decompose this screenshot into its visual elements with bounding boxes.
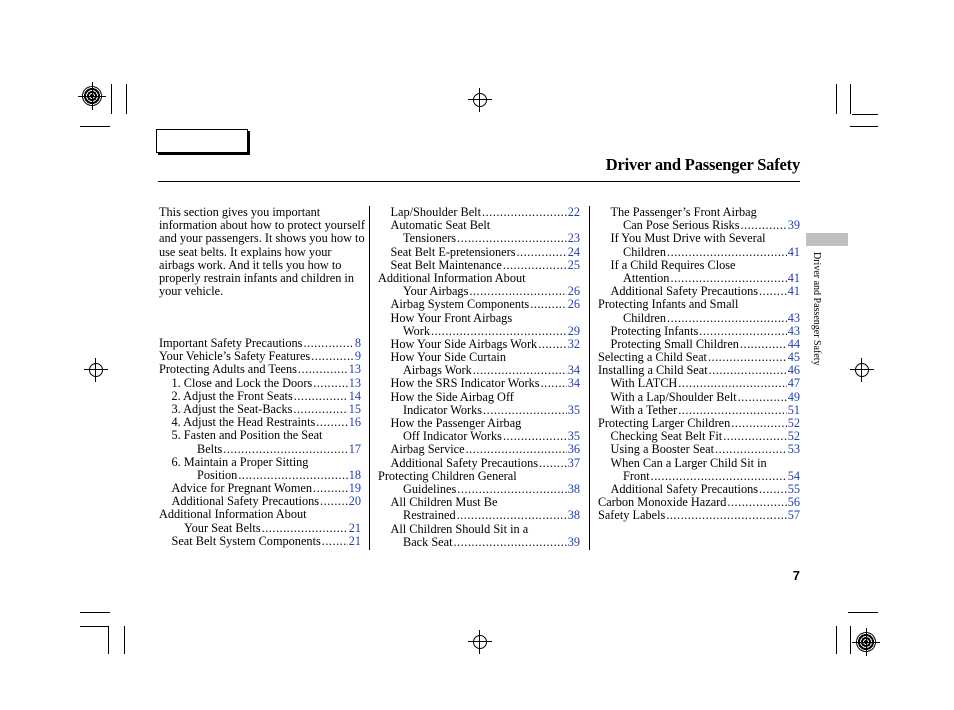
toc-entry-title: Checking Seat Belt Fit xyxy=(610,429,723,444)
toc-entry-title: Additional Information About xyxy=(378,270,526,285)
toc-column-3 xyxy=(598,206,800,523)
toc-entry-title: Protecting Larger Children xyxy=(598,416,731,430)
toc-entry-title: Airbag System Components xyxy=(390,297,530,312)
toc-entry[interactable] xyxy=(378,536,580,549)
toc-dot-leader xyxy=(262,522,348,535)
toc-entry[interactable] xyxy=(159,522,361,535)
toc-page-link[interactable]: 51 xyxy=(787,402,800,417)
toc-entry-title: Using a Booster Seat xyxy=(610,442,714,457)
toc-page-link[interactable]: 34 xyxy=(567,376,580,391)
toc-dot-leader xyxy=(298,363,348,376)
toc-page-link[interactable]: 8 xyxy=(354,336,361,350)
toc-entry-title: Additional Safety Precautions xyxy=(610,284,759,299)
toc-dot-leader xyxy=(708,351,787,364)
toc-page-link[interactable]: 53 xyxy=(787,442,800,457)
toc-entry-title: Airbag Service xyxy=(390,442,465,457)
toc-entry-title: If a Child Requires Close xyxy=(610,257,736,272)
toc-page-link[interactable]: 45 xyxy=(787,350,800,365)
toc-dot-leader xyxy=(740,338,787,351)
toc-entry[interactable] xyxy=(598,443,800,456)
toc-entry-title: How the SRS Indicator Works xyxy=(390,376,540,391)
toc-page-link[interactable]: 39 xyxy=(787,218,800,233)
toc-dot-leader xyxy=(738,391,787,404)
toc-entry-title: 3. Adjust the Seat-Backs xyxy=(171,401,293,416)
toc-entry-title: 6. Maintain a Proper Sitting xyxy=(171,454,309,469)
toc-page-link[interactable]: 38 xyxy=(567,481,580,496)
toc-entry[interactable] xyxy=(159,390,361,403)
toc-page-link[interactable]: 23 xyxy=(567,231,580,246)
toc-entry-title: Front xyxy=(623,468,650,483)
toc-dot-leader xyxy=(323,429,361,442)
toc-page-link[interactable]: 43 xyxy=(787,323,800,338)
toc-dot-leader xyxy=(715,443,787,456)
toc-page-link[interactable]: 52 xyxy=(787,429,800,444)
toc-page-link[interactable]: 34 xyxy=(567,363,580,378)
toc-dot-leader xyxy=(303,337,353,350)
toc-page-link[interactable]: 26 xyxy=(567,284,580,299)
toc-entry-title: Protecting Adults and Teens xyxy=(159,362,297,377)
toc-dot-leader xyxy=(320,495,348,508)
toc-entry-title: Guidelines xyxy=(403,481,457,496)
toc-page-link[interactable]: 44 xyxy=(787,336,800,351)
toc-dot-leader xyxy=(737,259,801,272)
toc-column-1 xyxy=(159,337,361,548)
toc-page-link[interactable]: 41 xyxy=(787,284,800,299)
chapter-side-label: Driver and Passenger Safety xyxy=(811,252,822,366)
registration-crosshair-icon xyxy=(84,358,108,382)
toc-page-link[interactable]: 18 xyxy=(348,467,361,482)
toc-dot-leader xyxy=(759,285,787,298)
toc-dot-leader xyxy=(513,312,580,325)
toc-page-link[interactable]: 15 xyxy=(348,401,361,416)
toc-dot-leader xyxy=(731,417,786,430)
toc-page-link[interactable]: 13 xyxy=(348,362,361,377)
toc-entry-title: Additional Information About xyxy=(159,507,307,522)
toc-column-2 xyxy=(378,206,580,549)
intro-paragraph: This section gives you important information about how to protect yourself and your passengers. It shows you how to use seat belts. It explains how your airbags work. And it tells you how to properly restrain infants and children in your vehicle. xyxy=(159,205,365,299)
toc-entry[interactable] xyxy=(159,363,361,376)
toc-entry xyxy=(598,259,800,272)
toc-dot-leader xyxy=(709,364,787,377)
toc-page-link[interactable]: 37 xyxy=(567,455,580,470)
toc-page-link[interactable]: 19 xyxy=(348,481,361,496)
toc-page-link[interactable]: 54 xyxy=(787,468,800,483)
toc-entry xyxy=(378,312,580,325)
toc-entry-title: Children xyxy=(623,244,667,259)
toc-entry-title: How Your Side Airbags Work xyxy=(390,336,538,351)
toc-entry xyxy=(598,232,800,245)
toc-page-link[interactable]: 47 xyxy=(787,376,800,391)
toc-entry-title: Seat Belt E-pretensioners xyxy=(390,244,516,259)
toc-dot-leader xyxy=(723,430,787,443)
toc-dot-leader xyxy=(539,457,567,470)
toc-page-link[interactable]: 22 xyxy=(567,205,580,219)
toc-dot-leader xyxy=(466,443,567,456)
toc-entry-title: 4. Adjust the Head Restraints xyxy=(171,415,316,430)
toc-entry-title: Protecting Children General xyxy=(378,468,517,483)
toc-page-link[interactable]: 9 xyxy=(354,349,361,364)
toc-dot-leader xyxy=(516,246,566,259)
toc-entry[interactable] xyxy=(378,377,580,390)
toc-entry[interactable] xyxy=(159,443,361,456)
toc-entry-title: Work xyxy=(403,323,431,338)
toc-dot-leader xyxy=(767,232,800,245)
title-rule xyxy=(158,181,800,182)
toc-entry-title: Belts xyxy=(197,441,223,456)
toc-entry-title: Lap/Shoulder Belt xyxy=(390,205,482,219)
toc-page-link[interactable]: 20 xyxy=(348,494,361,509)
toc-entry-title: Position xyxy=(197,467,238,482)
toc-page-link[interactable]: 32 xyxy=(567,336,580,351)
toc-entry-title: With a Lap/Shoulder Belt xyxy=(610,389,737,404)
toc-entry-title: 1. Close and Lock the Doors xyxy=(171,375,313,390)
toc-entry[interactable] xyxy=(598,246,800,259)
toc-entry-title: Additional Safety Precautions xyxy=(610,481,759,496)
toc-entry-title: Safety Labels xyxy=(598,508,666,523)
toc-entry[interactable] xyxy=(598,391,800,404)
toc-page-link[interactable]: 56 xyxy=(787,495,800,510)
toc-page-link[interactable]: 41 xyxy=(787,244,800,259)
toc-entry-title: How Your Front Airbags xyxy=(390,310,513,325)
toc-entry-title: Protecting Small Children xyxy=(610,336,739,351)
toc-entry[interactable] xyxy=(378,246,580,259)
toc-entry-title: With LATCH xyxy=(610,376,678,391)
toc-entry[interactable] xyxy=(598,509,800,522)
toc-dot-leader xyxy=(431,325,567,338)
toc-entry-title: Seat Belt System Components xyxy=(171,533,321,548)
column-divider xyxy=(369,206,370,550)
toc-entry-title: When Can a Larger Child Sit in xyxy=(610,455,767,470)
toc-entry-title: 2. Adjust the Front Seats xyxy=(171,388,293,403)
toc-entry-title: Selecting a Child Seat xyxy=(598,350,707,365)
toc-entry-title: Restrained xyxy=(403,508,456,523)
toc-page-link[interactable]: 21 xyxy=(348,533,361,548)
toc-entry-title: Protecting Infants and Small xyxy=(598,297,739,312)
toc-entry-title: Tensioners xyxy=(403,231,457,246)
registration-crosshair-icon xyxy=(468,630,492,654)
toc-page-link[interactable]: 17 xyxy=(348,441,361,456)
toc-entry-title: 5. Fasten and Position the Seat xyxy=(171,428,323,443)
toc-entry-title: The Passenger’s Front Airbag xyxy=(610,205,757,219)
toc-dot-leader xyxy=(223,443,347,456)
toc-entry-title: Additional Safety Precautions xyxy=(390,455,539,470)
toc-dot-leader xyxy=(457,232,567,245)
toc-entry-title: Carbon Monoxide Hazard xyxy=(598,495,727,510)
toc-page-link[interactable]: 16 xyxy=(348,415,361,430)
registration-target-icon xyxy=(856,632,876,652)
toc-page-link[interactable]: 21 xyxy=(348,520,361,535)
toc-entry-title: Advice for Pregnant Women xyxy=(171,481,313,496)
column-divider xyxy=(589,206,590,550)
page-number: 7 xyxy=(792,568,800,583)
toc-entry-title: Indicator Works xyxy=(403,402,483,417)
toc-entry-title: If You Must Drive with Several xyxy=(610,231,766,246)
toc-dot-leader xyxy=(667,246,787,259)
toc-entry xyxy=(378,470,580,483)
toc-dot-leader xyxy=(457,509,567,522)
toc-dot-leader xyxy=(678,377,786,390)
toc-page-link[interactable]: 46 xyxy=(787,363,800,378)
toc-page-link[interactable]: 57 xyxy=(787,508,800,523)
toc-page-link[interactable]: 39 xyxy=(567,534,580,549)
toc-page-link[interactable]: 43 xyxy=(787,310,800,325)
toc-entry xyxy=(159,508,361,521)
toc-entry xyxy=(159,456,361,469)
registration-crosshair-icon xyxy=(850,358,874,382)
toc-entry[interactable] xyxy=(598,325,800,338)
toc-entry[interactable] xyxy=(378,509,580,522)
chapter-side-tab xyxy=(806,233,848,246)
toc-entry[interactable] xyxy=(378,457,580,470)
toc-dot-leader xyxy=(538,338,567,351)
toc-entry-title: How the Side Airbag Off xyxy=(390,389,514,404)
toc-page-link[interactable]: 52 xyxy=(787,416,800,430)
toc-entry[interactable] xyxy=(378,443,580,456)
toc-entry-title: Your Seat Belts xyxy=(184,520,261,535)
registration-target-icon xyxy=(82,86,102,106)
toc-entry[interactable] xyxy=(378,325,580,338)
toc-entry-title: How the Passenger Airbag xyxy=(390,416,522,430)
toc-page-link[interactable]: 35 xyxy=(567,429,580,444)
toc-entry-title: Protecting Infants xyxy=(610,323,699,338)
toc-page-link[interactable]: 24 xyxy=(567,244,580,259)
toc-dot-leader xyxy=(311,350,354,363)
toc-dot-leader xyxy=(530,298,567,311)
toc-entry[interactable] xyxy=(159,377,361,390)
toc-dot-leader xyxy=(529,523,580,536)
toc-page-link[interactable]: 55 xyxy=(787,481,800,496)
toc-entry[interactable] xyxy=(159,535,361,548)
toc-dot-leader xyxy=(541,377,567,390)
toc-page-link[interactable]: 14 xyxy=(348,388,361,403)
toc-page-link[interactable]: 13 xyxy=(348,375,361,390)
toc-dot-leader xyxy=(294,390,348,403)
toc-entry[interactable] xyxy=(378,298,580,311)
toc-dot-leader xyxy=(518,470,580,483)
toc-page-link[interactable]: 36 xyxy=(567,442,580,457)
toc-dot-leader xyxy=(503,430,567,443)
toc-dot-leader xyxy=(482,206,567,219)
toc-dot-leader xyxy=(313,377,347,390)
toc-entry-title: Your Airbags xyxy=(403,284,469,299)
toc-dot-leader xyxy=(309,456,361,469)
toc-dot-leader xyxy=(322,535,348,548)
toc-entry-title: All Children Must Be xyxy=(390,495,498,510)
toc-entry xyxy=(378,391,580,404)
toc-page-link[interactable]: 41 xyxy=(787,270,800,285)
toc-dot-leader xyxy=(308,508,361,521)
toc-entry-title: Important Safety Precautions xyxy=(159,336,303,350)
toc-entry-title: Off Indicator Works xyxy=(403,429,502,444)
toc-dot-leader xyxy=(515,391,580,404)
toc-dot-leader xyxy=(727,496,786,509)
toc-dot-leader xyxy=(759,483,787,496)
toc-entry[interactable] xyxy=(378,259,580,272)
toc-entry-title: Back Seat xyxy=(403,534,453,549)
toc-entry-title: Children xyxy=(623,310,667,325)
toc-entry-title: Installing a Child Seat xyxy=(598,363,708,378)
toc-entry[interactable] xyxy=(378,232,580,245)
toc-dot-leader xyxy=(699,325,786,338)
toc-entry xyxy=(159,429,361,442)
toc-page-link[interactable]: 35 xyxy=(567,402,580,417)
toc-dot-leader xyxy=(666,509,786,522)
toc-dot-leader xyxy=(454,536,567,549)
toc-entry-title: With a Tether xyxy=(610,402,678,417)
page-title: Driver and Passenger Safety xyxy=(605,155,800,174)
toc-dot-leader xyxy=(651,470,787,483)
toc-entry[interactable] xyxy=(598,377,800,390)
toc-entry xyxy=(598,298,800,311)
toc-entry[interactable] xyxy=(598,470,800,483)
toc-page-link[interactable]: 49 xyxy=(787,389,800,404)
toc-page-link[interactable]: 38 xyxy=(567,508,580,523)
toc-entry[interactable] xyxy=(598,312,800,325)
toc-dot-leader xyxy=(739,298,800,311)
toc-entry-title: Seat Belt Maintenance xyxy=(390,257,502,272)
toc-page-link[interactable]: 29 xyxy=(567,323,580,338)
toc-dot-leader xyxy=(768,457,800,470)
toc-entry-title: Your Vehicle’s Safety Features xyxy=(159,349,311,364)
toc-entry xyxy=(598,457,800,470)
toc-entry-title: Automatic Seat Belt xyxy=(390,218,491,233)
toc-dot-leader xyxy=(491,219,580,232)
toc-dot-leader xyxy=(667,312,787,325)
toc-entry-title: All Children Should Sit in a xyxy=(390,521,529,536)
toc-entry-title: Additional Safety Precautions xyxy=(171,494,320,509)
toc-page-link[interactable]: 26 xyxy=(567,297,580,312)
toc-dot-leader xyxy=(503,259,567,272)
registration-crosshair-icon xyxy=(468,88,492,112)
toc-entry-title: Can Pose Serious Risks xyxy=(623,218,740,233)
section-tab-box xyxy=(156,129,248,153)
toc-entry-title: How Your Side Curtain xyxy=(390,350,506,365)
toc-page-link[interactable]: 25 xyxy=(567,257,580,272)
toc-entry-title: Airbags Work xyxy=(403,363,472,378)
toc-entry xyxy=(378,523,580,536)
toc-entry-title: Attention xyxy=(623,270,670,285)
